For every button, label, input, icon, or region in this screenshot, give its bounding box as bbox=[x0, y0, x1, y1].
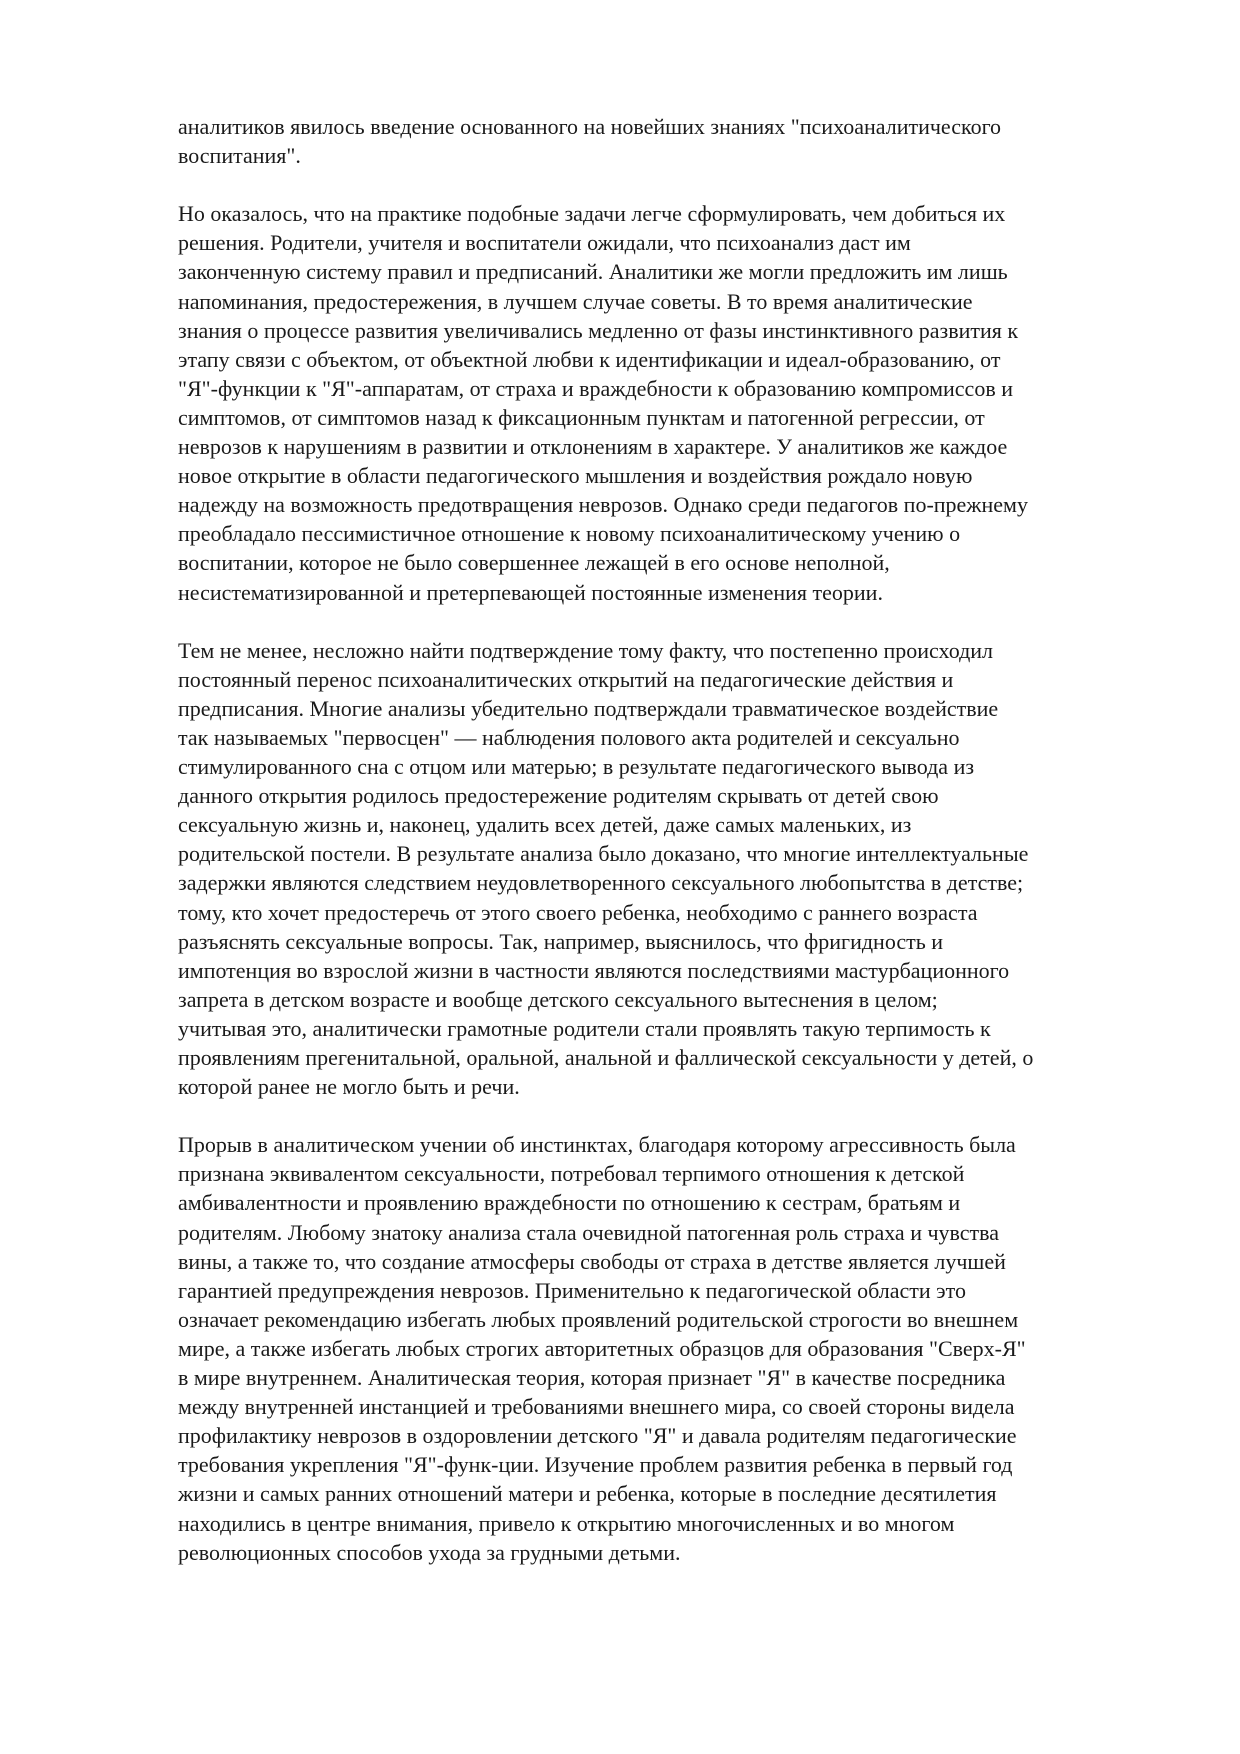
text-line: означает рекомендацию избегать любых проявлений родительской строгости во внешнем bbox=[178, 1306, 1019, 1332]
text-line: "Я"-функции к "Я"-аппаратам, от страха и враждебности к образованию компромиссов и bbox=[178, 375, 1013, 401]
text-line: Прорыв в аналитическом учении об инстинктах, благодаря которому агрессивность была bbox=[178, 1132, 1016, 1158]
text-line: жизни и самых ранних отношений матери и ребенка, которые в последние десятилетия bbox=[178, 1481, 997, 1507]
text-line: импотенция во взрослой жизни в частности являются последствиями мастурбационного bbox=[178, 957, 1010, 983]
text-line: задержки являются следствием неудовлетворенного сексуального любопытства в детстве; bbox=[178, 870, 1024, 896]
text-line: требования укрепления "Я"-функ-ции. Изучение проблем развития ребенка в первый год bbox=[178, 1452, 1013, 1478]
text-line: между внутренней инстанцией и требованиями внешнего мира, со своей стороны видела bbox=[178, 1394, 1015, 1420]
paragraph bbox=[178, 636, 1168, 1102]
text-line: разъяснять сексуальные вопросы. Так, например, выяснилось, что фригидность и bbox=[178, 928, 944, 954]
text-line: учитывая это, аналитически грамотные родители стали проявлять такую терпимость к bbox=[178, 1015, 991, 1041]
paragraph bbox=[178, 112, 1168, 170]
text-line: симптомов, от симптомов назад к фиксационным пунктам и патогенной регрессии, от bbox=[178, 404, 985, 430]
text-line: надежду на возможность предотвращения неврозов. Однако среди педагогов по-прежнему bbox=[178, 492, 1028, 518]
text-line: законченную систему правил и предписаний. Аналитики же могли предложить им лишь bbox=[178, 259, 1008, 285]
text-line: амбивалентности и проявлению враждебности по отношению к сестрам, братьям и bbox=[178, 1190, 961, 1216]
text-line: вины, а также то, что создание атмосферы свободы от страха в детстве является лучшей bbox=[178, 1248, 1006, 1274]
paragraph bbox=[178, 1130, 1168, 1566]
text-line: так называемых "первосцен" — наблюдения полового акта родителей и сексуально bbox=[178, 724, 960, 750]
text-line: неврозов к нарушениям в развитии и отклонениям в характере. У аналитиков же каждое bbox=[178, 434, 1008, 460]
text-line: напоминания, предостережения, в лучшем случае советы. В то время аналитические bbox=[178, 288, 973, 314]
text-line: новое открытие в области педагогического мышления и воздействия рождало новую bbox=[178, 463, 973, 489]
text-line: данного открытия родилось предостережение родителям скрывать от детей свою bbox=[178, 783, 939, 809]
text-line: этапу связи с объектом, от объектной любви к идентификации и идеал-образованию, от bbox=[178, 346, 1001, 372]
text-line: тому, кто хочет предостеречь от этого своего ребенка, необходимо с раннего возраста bbox=[178, 899, 978, 925]
text-line: Тем не менее, несложно найти подтверждение тому факту, что постепенно происходил bbox=[178, 637, 994, 663]
text-line: стимулированного сна с отцом или матерью; в результате педагогического вывода из bbox=[178, 754, 975, 780]
text-line: мире, а также избегать любых строгих авторитетных образцов для образования "Сверх-Я" bbox=[178, 1335, 1026, 1361]
text-line: воспитании, которое не было совершеннее лежащей в его основе неполной, bbox=[178, 550, 890, 576]
text-line: постоянный перенос психоаналитических открытий на педагогические действия и bbox=[178, 666, 954, 692]
text-line: родителям. Любому знатоку анализа стала очевидной патогенная роль страха и чувства bbox=[178, 1219, 1000, 1245]
text-line: преобладало пессимистичное отношение к новому психоаналитическому учению о bbox=[178, 521, 961, 547]
text-line: в мире внутреннем. Аналитическая теория, которая признает "Я" в качестве посредника bbox=[178, 1365, 1006, 1391]
text-line: решения. Родители, учителя и воспитатели ожидали, что психоанализ даст им bbox=[178, 230, 911, 256]
text-line: которой ранее не могло быть и речи. bbox=[178, 1074, 520, 1100]
text-line: предписания. Многие анализы убедительно подтверждали травматическое воздействие bbox=[178, 695, 999, 721]
text-line: Но оказалось, что на практике подобные задачи легче сформулировать, чем добиться их bbox=[178, 201, 1006, 227]
text-line: несистематизированной и претерпевающей постоянные изменения теории. bbox=[178, 579, 883, 605]
text-line: запрета в детском возрасте и вообще детского сексуального вытеснения в целом; bbox=[178, 986, 938, 1012]
paragraph bbox=[178, 199, 1168, 606]
text-line: аналитиков явилось введение основанного на новейших знаниях "психоаналитического bbox=[178, 114, 1002, 139]
text-line: находились в центре внимания, привело к открытию многочисленных и во многом bbox=[178, 1510, 955, 1536]
text-line: сексуальную жизнь и, наконец, удалить всех детей, даже самых маленьких, из bbox=[178, 812, 912, 838]
text-line: признана эквивалентом сексуальности, потребовал терпимого отношения к детской bbox=[178, 1161, 965, 1187]
text-line: гарантией предупреждения неврозов. Применительно к педагогической области это bbox=[178, 1277, 966, 1303]
text-line: воспитания". bbox=[178, 143, 301, 169]
text-line: революционных способов ухода за грудными детьми. bbox=[178, 1539, 681, 1565]
text-line: знания о процессе развития увеличивались медленно от фазы инстинктивного развития к bbox=[178, 317, 1019, 343]
text-line: родительской постели. В результате анализа было доказано, что многие интеллектуальные bbox=[178, 841, 1029, 867]
text-line: проявлениям прегенитальной, оральной, анальной и фаллической сексуальности у детей, о bbox=[178, 1045, 1034, 1070]
text-line: профилактику неврозов в оздоровлении детского "Я" и давала родителям педагогические bbox=[178, 1423, 1017, 1449]
document-page bbox=[178, 112, 1168, 1596]
